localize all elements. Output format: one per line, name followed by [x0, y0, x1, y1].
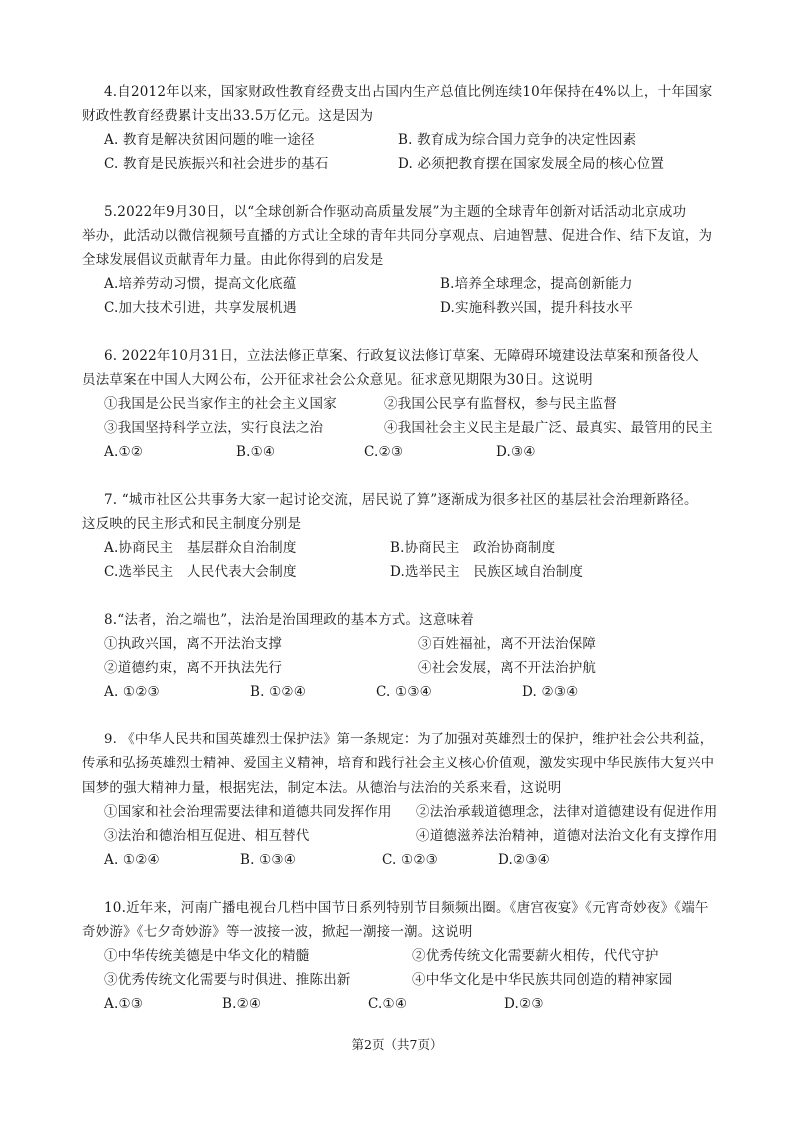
question-6-statement-4: ④我国社会主义民主是最广泛、最真实、最管用的民主 — [384, 420, 713, 436]
question-9-stem-line-2: 传承和弘扬英雄烈士精神、爱国主义精神，培育和践行社会主义核心价值观，激发实现中华民族伟大复兴中 — [82, 756, 715, 771]
question-10-stem-line-2: 奇妙游》《七夕奇妙游》等一波接一波，掀起一潮接一潮。这说明 — [82, 924, 473, 940]
question-4-option-b: B. 教育成为综合国力竞争的决定性因素 — [398, 132, 637, 148]
question-6-choice-b: B.①④ — [236, 444, 276, 460]
question-9-statement-1: ①国家和社会治理需要法律和道德共同发挥作用 — [104, 804, 392, 820]
question-4-stem-line-2: 财政性教育经费累计支出33.5万亿元。这是因为 — [82, 108, 374, 124]
question-9-choice-a: A. ①②④ — [104, 852, 160, 868]
question-6-statement-1: ①我国是公民当家作主的社会主义国家 — [104, 396, 337, 412]
question-8-choice-b: B. ①②④ — [250, 684, 307, 700]
question-7-option-b: B.协商民主 政治协商制度 — [390, 540, 556, 556]
question-9-statement-2: ②法治承载道德理念，法律对道德建设有促进作用 — [416, 804, 718, 820]
question-7-stem-line-2: 这反映的民主形式和民主制度分别是 — [82, 516, 302, 532]
question-5-stem-line-1: 5.2022年9月30日，以“全球创新合作驱动高质量发展”为主题的全球青年创新对话活动北京成功 — [104, 204, 687, 220]
question-6-choice-a: A.①② — [104, 444, 144, 460]
question-5-option-d: D.实施科教兴国，提升科技水平 — [440, 300, 634, 316]
question-9-choice-d: D.②③④ — [498, 852, 550, 868]
question-8-choice-d: D. ②③④ — [522, 684, 579, 700]
question-6-statement-3: ③我国坚持科学立法，实行良法之治 — [104, 420, 324, 436]
question-10-statement-3: ③优秀传统文化需要与时俱进、推陈出新 — [104, 972, 351, 988]
question-10-choice-a: A.①③ — [104, 996, 144, 1012]
question-8-statement-1: ①执政兴国，离不开法治支撑 — [104, 636, 283, 652]
question-8-choice-c: C. ①③④ — [376, 684, 432, 700]
question-5-option-a: A.培养劳动习惯，提高文化底蕴 — [104, 276, 297, 292]
question-6-stem-line-1: 6. 2022年10月31日，立法法修正草案、行政复议法修订草案、无障碍环境建设法草案和预备役人 — [104, 348, 699, 364]
question-10-statement-1: ①中华传统美德是中华文化的精髓 — [104, 948, 310, 964]
question-9-stem-line-3: 国梦的强大精神力量，根据宪法，制定本法。从德治与法治的关系来看，这说明 — [82, 780, 562, 796]
question-4-option-d: D. 必须把教育摆在国家发展全局的核心位置 — [398, 156, 665, 172]
question-10-stem-line-1: 10.近年来，河南广播电视台几档中国节日系列特别节目频频出圈。《唐宫夜宴》《元宵奇妙夜》《端午 — [104, 900, 709, 916]
question-7-option-a: A.协商民主 基层群众自治制度 — [104, 540, 297, 556]
question-6-choice-d: D.③④ — [496, 444, 536, 460]
question-10-statement-4: ④中华文化是中华民族共同创造的精神家园 — [412, 972, 673, 988]
question-8-statement-4: ④社会发展，离不开法治护航 — [418, 660, 597, 676]
question-9-choice-b: B. ①③④ — [240, 852, 297, 868]
question-9-stem-line-1: 9. 《中华人民共和国英雄烈士保护法》第一条规定：为了加强对英雄烈士的保护，维护社会公共利益， — [104, 732, 714, 747]
question-9-statement-3: ③法治和德治相互促进、相互替代 — [104, 828, 310, 844]
question-9-statement-4: ④道德滋养法治精神，道德对法治文化有支撑作用 — [416, 828, 718, 844]
question-5-stem-line-3: 全球发展倡议贡献青年力量。由此你得到的启发是 — [82, 252, 384, 268]
question-10-choice-d: D.②③ — [504, 996, 544, 1012]
question-8-choice-a: A. ①②③ — [104, 684, 160, 700]
question-4-option-a: A. 教育是解决贫困问题的唯一途径 — [104, 132, 315, 148]
question-8-statement-3: ③百姓福祉，离不开法治保障 — [418, 636, 597, 652]
question-6-statement-2: ②我国公民享有监督权，参与民主监督 — [384, 396, 617, 412]
question-7-option-d: D.选举民主 民族区域自治制度 — [390, 564, 584, 580]
question-7-option-c: C.选举民主 人民代表大会制度 — [104, 564, 297, 580]
question-6-stem-line-2: 员法草案在中国人大网公布，公开征求社会公众意见。征求意见期限为30日。这说明 — [82, 372, 593, 388]
question-8-stem-line-1: 8.“法者，治之端也”，法治是治国理政的基本方式。这意味着 — [104, 612, 474, 628]
question-10-choice-b: B.②④ — [222, 996, 262, 1012]
question-7-stem-line-1: 7. “城市社区公共事务大家一起讨论交流，居民说了算”逐渐成为很多社区的基层社会治理新路径。 — [104, 492, 698, 508]
question-10-choice-c: C.①④ — [368, 996, 408, 1012]
question-6-choice-c: C.②③ — [364, 444, 404, 460]
question-9-choice-c: C. ①②③ — [382, 852, 438, 868]
question-10-statement-2: ②优秀传统文化需要薪火相传，代代守护 — [412, 948, 659, 964]
question-8-statement-2: ②道德约束，离不开执法先行 — [104, 660, 283, 676]
question-5-option-b: B.培养全球理念，提高创新能力 — [440, 276, 633, 292]
page-footer: 第2页（共7页） — [351, 1037, 443, 1052]
question-4-option-c: C. 教育是民族振兴和社会进步的基石 — [104, 156, 329, 172]
question-5-stem-line-2: 举办，此活动以微信视频号直播的方式让全球的青年共同分享观点、启迪智慧、促进合作、结下友谊，为 — [82, 228, 713, 244]
question-4-stem-line-1: 4.自2012年以来，国家财政性教育经费支出占国内生产总值比例连续10年保持在4%以上，十年国家 — [104, 84, 713, 100]
question-5-option-c: C.加大技术引进，共享发展机遇 — [104, 300, 297, 316]
